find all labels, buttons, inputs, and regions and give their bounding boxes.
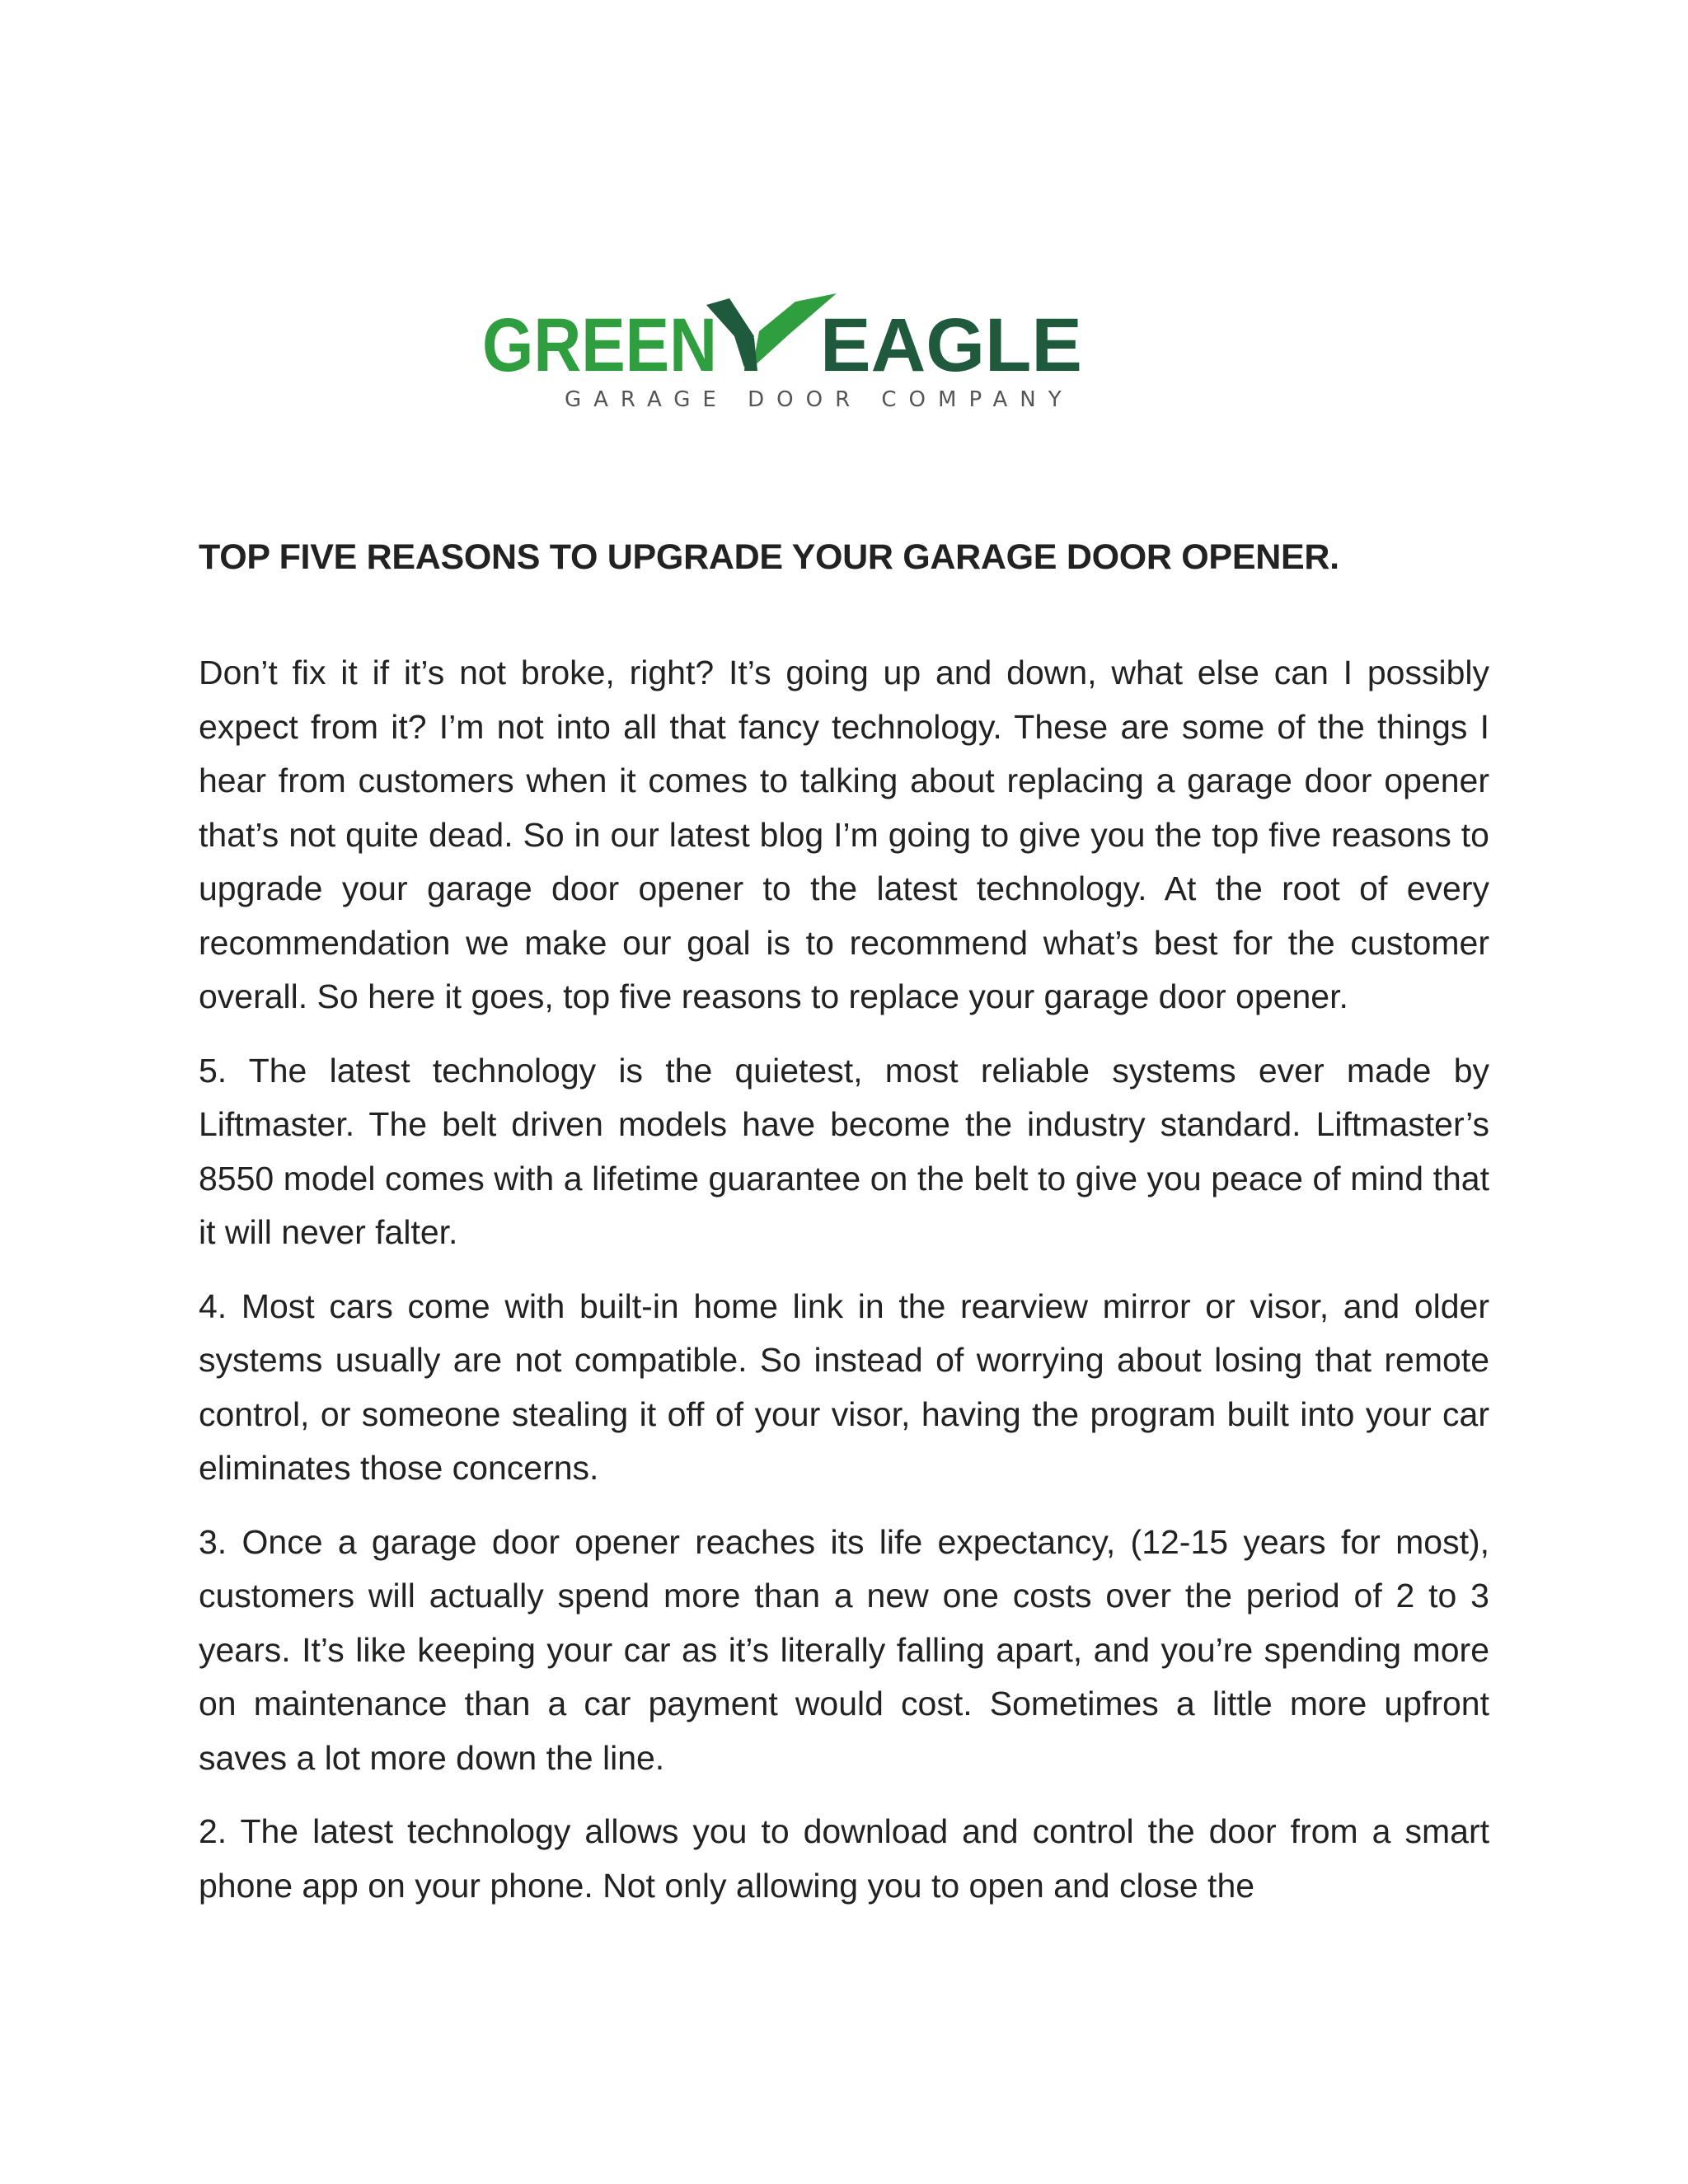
- logo-word-green: GREEN: [482, 303, 717, 379]
- reason-5-paragraph: 5. The latest technology is the quietest, most reliable systems ever made by Liftmaster. The belt driven models have become the industry standard. Liftmaster’s 8550 model comes with a lifetime guarantee on the belt to give you peace of mind that it will never falter.: [199, 1051, 1489, 1251]
- company-logo: [482, 272, 1084, 420]
- logo-word-eagle: EAGLE: [820, 303, 1082, 379]
- reason-4-paragraph: 4. Most cars come with built-in home link in the rearview mirror or visor, and older systems usually are not compatible. So instead of worrying about losing that remote control, or someone stealing it off of your visor, having the program built into your car eliminates those concerns.: [199, 1286, 1489, 1487]
- eagle-wing-icon: [706, 293, 837, 371]
- article-intro-paragraph: Don’t fix it if it’s not broke, right? It’s going up and down, what else can I possibly expect from it? I’m not into all that fancy technology. These are some of the things I hear from customers when it comes to talking about replacing a garage door opener that’s not quite dead. So in our latest blog I’m going to give you the top five reasons to upgrade your garage door opener to the latest technology. At the root of every recommendation we make our goal is to recommend what’s best for the customer overall. So here it goes, top five reasons to replace your garage door opener.: [199, 654, 1489, 1015]
- article-content: [199, 534, 1489, 1933]
- reason-3-paragraph: 3. Once a garage door opener reaches its life expectancy, (12-15 years for most), customers will actually spend more than a new one costs over the period of 2 to 3 years. It’s like keeping your car as it’s literally falling apart, and you’re spending more on maintenance than a car payment would cost. Sometimes a little more upfront saves a lot more down the line.: [199, 1522, 1489, 1777]
- logo-wordmark: [482, 288, 1084, 379]
- article-title: TOP FIVE REASONS TO UPGRADE YOUR GARAGE DOOR OPENER.: [199, 537, 1339, 577]
- reason-2-paragraph: 2. The latest technology allows you to download and control the door from a smart phone app on your phone. Not only allowing you to open and close the: [199, 1812, 1489, 1905]
- logo-subtitle: GARAGE DOOR COMPANY: [565, 387, 1074, 412]
